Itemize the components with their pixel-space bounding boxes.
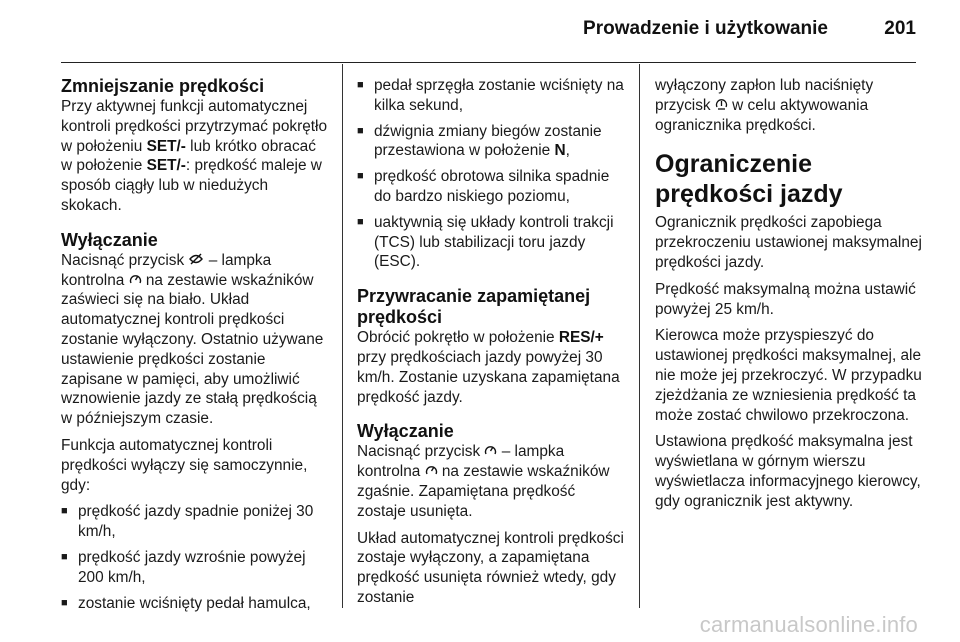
bullet-list-1 [61, 502, 331, 613]
paragraph-limiter-4: Ustawiona prędkość maksymalna jest wyświetlana w górnym wierszu wyświetlacza informacyjnego kierowcy, gdy ogranicznik jest aktywny. [655, 433, 921, 510]
list-item: ■ zostanie wciśnięty pedał hamulca, [61, 594, 331, 614]
text-run: przy prędkościach jazdy powyżej 30 km/h. Zostanie uzyskana zapamiętana prędkość jazdy. [357, 348, 620, 406]
cruise-control-lamp-icon [425, 463, 438, 478]
header-rule [61, 62, 916, 63]
list-item: ■ prędkość obrotowa silnika spadnie do bardzo niskiego poziomu, [357, 167, 627, 207]
heading-wylaczanie-2: Wyłączanie [357, 421, 454, 442]
paragraph-przywracanie [357, 328, 627, 407]
paragraph-limiter-1: Ogranicznik prędkości zapobiega przekroczeniu ustawionej maksymalnej prędkości jazdy. [655, 214, 922, 271]
cruise-control-lamp-icon [484, 443, 497, 458]
column-divider-1 [342, 64, 343, 608]
text-run: – lampka kontrolna [357, 443, 565, 481]
control-label-set: SET/- [146, 157, 186, 175]
column-3 [655, 76, 925, 519]
text-run: , [565, 142, 570, 160]
bullet-list-2 [357, 76, 627, 272]
paragraph-limiter-3: Kierowca może przyspieszyć do ustawionej prędkości maksymalnej, ale nie może jej przekroczyć. W przypadku zjeżdżania ze wzniesienia prędkość ta może zostać chwilowo przekroczona. [655, 327, 922, 424]
speed-limiter-icon [715, 97, 728, 112]
watermark: carmanualsonline.info [699, 612, 918, 637]
paragraph-zmniejszanie [61, 97, 331, 216]
page-number: 201 [884, 18, 916, 39]
text-run: lub krótko obracać w położenie [61, 137, 316, 175]
paragraph-continued [655, 76, 925, 135]
text-run: Nacisnąć przycisk [61, 251, 189, 269]
text-run: Przy aktywnej funkcji automatycznej kontroli prędkości przytrzymać pokrętło w położeniu [61, 98, 328, 155]
text-run: na zestawie wskaźników zgaśnie. Zapamiętana prędkość zostaje usunięta. [357, 463, 610, 520]
heading-przywracanie: Przywracanie zapamiętanej prędkości [357, 286, 591, 328]
column-1 [61, 76, 331, 619]
text-run: w celu aktywowania ogranicznika prędkości. [655, 96, 869, 134]
paragraph-wylaczanie-2 [357, 442, 627, 521]
heading-wylaczanie-1: Wyłączanie [61, 229, 158, 250]
control-label-set: SET/- [146, 137, 186, 155]
text-run: na zestawie wskaźników zaświeci się na biało. Układ automatycznej kontroli prędkości zostanie wyłączony. Ostatnio używane ustawienie prędkości zostanie zapisane w pamięci, aby umożliwić wznowienie jazdy ze stałą prędkością w późniejszym czasie. [61, 271, 324, 428]
control-label-res: RES/+ [558, 329, 604, 347]
heading-ograniczenie: Ograniczenie prędkości jazdy [655, 150, 843, 209]
list-item: ■ pedał sprzęgła zostanie wciśnięty na kilka sekund, [357, 76, 627, 116]
column-2 [357, 76, 627, 615]
text-run: – lampka kontrolna [61, 251, 272, 289]
cruise-control-lamp-icon [129, 272, 142, 287]
text-run: dźwignia zmiany biegów zostanie przestawiona w położenie [374, 122, 602, 160]
page-header [0, 0, 960, 62]
paragraph-auto-off-2: Układ automatycznej kontroli prędkości zostaje wyłączony, a zapamiętana prędkość usunięta również wtedy, gdy zostanie [357, 529, 624, 606]
cruise-cancel-icon [188, 253, 204, 267]
column-divider-2 [639, 64, 640, 608]
running-header-title: Prowadzenie i użytkowanie [583, 18, 828, 39]
list-item: ■ prędkość jazdy spadnie poniżej 30 km/h, [61, 502, 331, 542]
list-item [357, 122, 627, 162]
text-run: Obrócić pokrętło w położenie [357, 329, 559, 347]
text-run: wyłączony zapłon lub naciśnięty przycisk [655, 77, 874, 114]
text-run: Nacisnąć przycisk [357, 443, 485, 461]
paragraph-auto-off: Funkcja automatycznej kontroli prędkości wyłączy się samoczynnie, gdy: [61, 436, 308, 494]
text-run: : prędkość maleje w sposób ciągły lub w niedużych skokach. [61, 157, 322, 214]
paragraph-wylaczanie-1 [61, 251, 331, 429]
paragraph-limiter-2: Prędkość maksymalną można ustawić powyżej 25 km/h. [655, 280, 916, 318]
list-item: ■ uaktywnią się układy kontroli trakcji (TCS) lub stabilizacji toru jazdy (ESC). [357, 213, 627, 272]
gear-position-n: N [554, 142, 566, 160]
heading-zmniejszanie: Zmniejszanie prędkości [61, 76, 265, 96]
list-item: ■ prędkość jazdy wzrośnie powyżej 200 km/h, [61, 548, 331, 588]
